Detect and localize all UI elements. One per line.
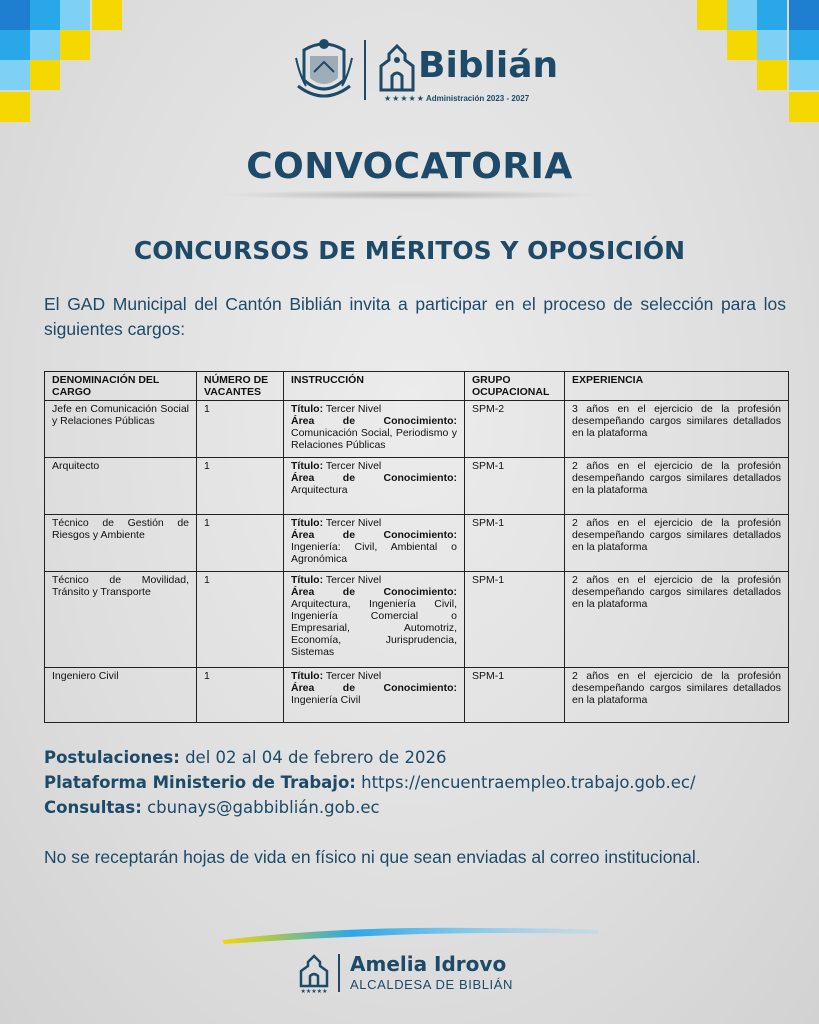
logo-divider xyxy=(364,40,366,100)
cell-cargo: Arquitecto xyxy=(45,458,197,515)
area-label: Área de Conocimiento: xyxy=(291,472,457,484)
cell-vacantes: 1 xyxy=(197,515,284,572)
cell-cargo: Jefe en Comunicación Social y Relaciones Públicas xyxy=(45,401,197,458)
title-label: Título: xyxy=(291,403,324,415)
mayor-name: Amelia Idrovo xyxy=(350,952,507,976)
svg-text:★★★★★: ★★★★★ xyxy=(300,988,328,994)
municipal-crest-icon xyxy=(294,36,354,106)
area-value: Arquitectura xyxy=(291,484,348,496)
area-value: Comunicación Social, Periodismo y Relaciones Públicas xyxy=(291,427,457,451)
brush-stroke-decoration xyxy=(220,918,600,948)
cell-cargo: Técnico de Movilidad, Tránsito y Transporte xyxy=(45,572,197,668)
header-instruccion: INSTRUCCIÓN xyxy=(284,372,465,401)
postulaciones-line xyxy=(44,745,804,770)
title-label: Título: xyxy=(291,574,324,586)
header-experiencia: EXPERIENCIA xyxy=(565,372,789,401)
cell-cargo: Técnico de Gestión de Riesgos y Ambiente xyxy=(45,515,197,572)
title-label: Título: xyxy=(291,670,324,682)
title-value: Tercer Nivel xyxy=(325,403,382,415)
intro-paragraph: El GAD Municipal del Cantón Biblián invita a participar en el proceso de selección para los siguientes cargos: xyxy=(44,294,786,339)
cell-experiencia: 2 años en el ejercicio de la profesión desempeñando cargos similares detallados en la plataforma xyxy=(565,668,789,723)
area-label: Área de Conocimiento: xyxy=(291,682,457,694)
cell-grupo: SPM-1 xyxy=(465,458,565,515)
consultas-email[interactable]: cbunays@gabbiblián.gob.ec xyxy=(147,798,380,817)
cell-grupo: SPM-2 xyxy=(465,401,565,458)
church-logo-icon xyxy=(298,954,330,994)
logo-tagline: Administración 2023 - 2027 xyxy=(426,94,530,103)
consultas-line xyxy=(44,795,804,820)
title-value: Tercer Nivel xyxy=(325,517,382,529)
cell-vacantes: 1 xyxy=(197,401,284,458)
cell-experiencia: 3 años en el ejercicio de la profesión desempeñando cargos similares detallados en la plataforma xyxy=(565,401,789,458)
plataforma-url[interactable]: https://encuentraempleo.trabajo.gob.ec/ xyxy=(361,773,696,792)
area-label: Área de Conocimiento: xyxy=(291,415,457,427)
cell-experiencia: 2 años en el ejercicio de la profesión desempeñando cargos similares detallados en la plataforma xyxy=(565,572,789,668)
area-label: Área de Conocimiento: xyxy=(291,586,457,598)
header-grupo: GRUPO OCUPACIONAL xyxy=(465,372,565,401)
header-cargo: DENOMINACIÓN DEL CARGO xyxy=(45,372,197,401)
footer xyxy=(0,950,819,1000)
postulaciones-label: Postulaciones: xyxy=(44,748,180,767)
postulaciones-dates: del 02 al 04 de febrero de 2026 xyxy=(185,748,447,767)
vacancies-table xyxy=(44,371,789,723)
cell-instruccion xyxy=(284,458,465,515)
table-row xyxy=(45,572,789,668)
title-value: Tercer Nivel xyxy=(325,670,382,682)
plataforma-label: Plataforma Ministerio de Trabajo: xyxy=(44,773,356,792)
page-subtitle: CONCURSOS DE MÉRITOS Y OPOSICIÓN xyxy=(133,236,686,265)
cell-instruccion xyxy=(284,401,465,458)
plataforma-line xyxy=(44,770,804,795)
table-header-row xyxy=(45,372,789,401)
cell-grupo: SPM-1 xyxy=(465,668,565,723)
cell-experiencia: 2 años en el ejercicio de la profesión desempeñando cargos similares detallados en la plataforma xyxy=(565,458,789,515)
notice-paragraph: No se receptarán hojas de vida en físico ni que sean enviadas al correo institucional. xyxy=(44,847,701,867)
church-logo-icon xyxy=(378,44,416,94)
mayor-role: ALCALDESA DE BIBLIÁN xyxy=(350,977,514,992)
table-row xyxy=(45,515,789,572)
area-value: Arquitectura, Ingeniería Civil, Ingeniería Comercial o Empresarial, Automotriz, Economía, Jurisprudencia, Sistemas xyxy=(291,598,457,658)
table-row xyxy=(45,668,789,723)
cell-grupo: SPM-1 xyxy=(465,515,565,572)
footer-divider xyxy=(338,954,340,992)
cell-grupo: SPM-1 xyxy=(465,572,565,668)
cell-vacantes: 1 xyxy=(197,668,284,723)
logo-stars-icon: ★★★★★ xyxy=(384,94,425,103)
cell-instruccion xyxy=(284,668,465,723)
title-label: Título: xyxy=(291,517,324,529)
application-info xyxy=(44,745,804,820)
consultas-label: Consultas: xyxy=(44,798,142,817)
cell-instruccion xyxy=(284,572,465,668)
table-row xyxy=(45,458,789,515)
area-label: Área de Conocimiento: xyxy=(291,529,457,541)
cell-instruccion xyxy=(284,515,465,572)
title-underline-shadow xyxy=(220,190,600,200)
title-value: Tercer Nivel xyxy=(325,460,382,472)
logo-wordmark: Biblián xyxy=(418,45,559,86)
cell-cargo: Ingeniero Civil xyxy=(45,668,197,723)
header-vacantes: NÚMERO DE VACANTES xyxy=(197,372,284,401)
page-title: CONVOCATORIA xyxy=(246,146,573,187)
area-value: Ingeniería: Civil, Ambiental o Agronómica xyxy=(291,541,457,565)
cell-experiencia: 2 años en el ejercicio de la profesión desempeñando cargos similares detallados en la plataforma xyxy=(565,515,789,572)
cell-vacantes: 1 xyxy=(197,458,284,515)
area-value: Ingeniería Civil xyxy=(291,694,361,706)
title-label: Título: xyxy=(291,460,324,472)
table-row xyxy=(45,401,789,458)
title-value: Tercer Nivel xyxy=(325,574,382,586)
header-logos xyxy=(0,36,819,108)
cell-vacantes: 1 xyxy=(197,572,284,668)
